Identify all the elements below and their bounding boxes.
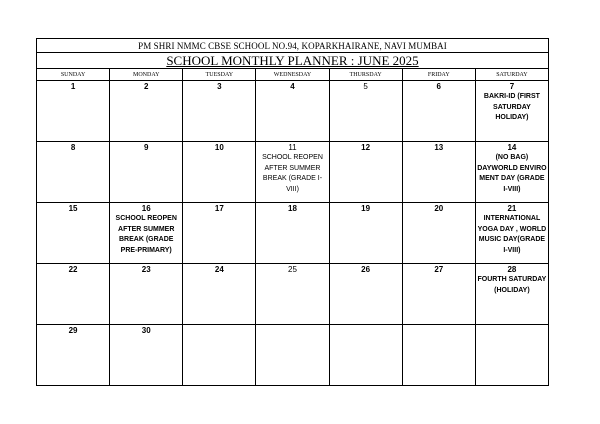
weekday-header-row: [37, 69, 549, 81]
day-cell: [110, 142, 183, 203]
day-cell: [183, 81, 256, 142]
day-number: 12: [361, 143, 371, 152]
week-row: [37, 325, 549, 386]
event-note: SCHOOL REOPEN AFTER SUMMER BREAK (GRADE I-VIII): [262, 154, 323, 193]
planner-sheet: [36, 38, 549, 386]
weekday-monday: MONDAY: [110, 69, 183, 81]
day-cell: [329, 142, 402, 203]
day-number: 15: [68, 204, 78, 213]
day-cell: [183, 325, 256, 386]
day-cell: [37, 325, 110, 386]
day-cell: [475, 81, 548, 142]
day-cell: [183, 142, 256, 203]
day-number: 22: [68, 265, 78, 274]
school-name: PM SHRI NMMC CBSE SCHOOL NO.94, KOPARKHAIRANE, NAVI MUMBAI: [37, 39, 549, 53]
day-cell: [329, 81, 402, 142]
weekday-thursday: THURSDAY: [329, 69, 402, 81]
day-number: 7: [509, 82, 515, 91]
weekday-saturday: SATURDAY: [475, 69, 548, 81]
day-cell: [183, 264, 256, 325]
event-note: FOURTH SATURDAY (HOLIDAY): [477, 276, 547, 294]
weekday-wednesday: WEDNESDAY: [256, 69, 329, 81]
day-cell: [402, 264, 475, 325]
day-number: 30: [141, 326, 151, 335]
day-number: 23: [141, 265, 151, 274]
event-note: SCHOOL REOPEN AFTER SUMMER BREAK (GRADE PRE-PRIMARY): [115, 215, 177, 254]
day-cell: [37, 81, 110, 142]
day-cell: [37, 264, 110, 325]
day-number: 2: [143, 82, 149, 91]
week-row: [37, 264, 549, 325]
day-cell: [329, 325, 402, 386]
day-cell: [256, 325, 329, 386]
day-cell: [110, 81, 183, 142]
day-number: 26: [361, 265, 371, 274]
day-number: 18: [288, 204, 297, 213]
day-cell: [475, 203, 548, 264]
day-number: 21: [507, 204, 517, 213]
day-cell: [110, 203, 183, 264]
day-cell: [475, 325, 548, 386]
day-cell: [256, 142, 329, 203]
week-row: [37, 142, 549, 203]
school-row: [37, 39, 549, 53]
day-number: 17: [214, 204, 224, 213]
day-cell: [329, 203, 402, 264]
day-number: 14: [507, 143, 517, 152]
day-number: 19: [361, 204, 371, 213]
day-number: 11: [288, 143, 297, 152]
day-cell: [402, 81, 475, 142]
day-number: 25: [288, 265, 297, 274]
weekday-friday: FRIDAY: [402, 69, 475, 81]
day-number: 28: [507, 265, 517, 274]
day-cell: [37, 142, 110, 203]
day-cell: [402, 142, 475, 203]
day-number: 24: [214, 265, 224, 274]
day-cell: [475, 264, 548, 325]
weekday-sunday: SUNDAY: [37, 69, 110, 81]
calendar-table: [36, 38, 549, 386]
week-row: [37, 81, 549, 142]
day-number: 5: [363, 82, 368, 91]
day-cell: [183, 203, 256, 264]
day-number: 29: [68, 326, 78, 335]
day-cell: [256, 203, 329, 264]
day-number: 8: [70, 143, 76, 152]
day-cell: [256, 81, 329, 142]
day-number: 13: [434, 143, 444, 152]
day-cell: [256, 264, 329, 325]
day-number: 4: [290, 82, 295, 91]
day-number: 1: [70, 82, 76, 91]
day-cell: [402, 325, 475, 386]
day-number: 27: [434, 265, 444, 274]
day-cell: [402, 203, 475, 264]
day-number: 20: [434, 204, 444, 213]
day-number: 10: [214, 143, 224, 152]
page-title: SCHOOL MONTHLY PLANNER : JUNE 2025: [37, 53, 549, 69]
day-number: 9: [143, 143, 149, 152]
title-row: [37, 53, 549, 69]
day-cell: [110, 264, 183, 325]
day-number: 16: [141, 204, 151, 213]
day-cell: [475, 142, 548, 203]
day-cell: [110, 325, 183, 386]
event-note: BAKRI-ID (FIRST SATURDAY HOLIDAY): [483, 93, 540, 121]
day-cell: [329, 264, 402, 325]
day-cell: [37, 203, 110, 264]
event-note: INTERNATIONAL YOGA DAY , WORLD MUSIC DAY(GRADE I-VIII): [477, 215, 547, 254]
week-row: [37, 203, 549, 264]
weekday-tuesday: TUESDAY: [183, 69, 256, 81]
day-number: 6: [436, 82, 441, 91]
day-number: 3: [217, 82, 222, 91]
event-note: (NO BAG) DAYWORLD ENVIRO MENT DAY (GRADE I-VIII): [477, 154, 547, 193]
